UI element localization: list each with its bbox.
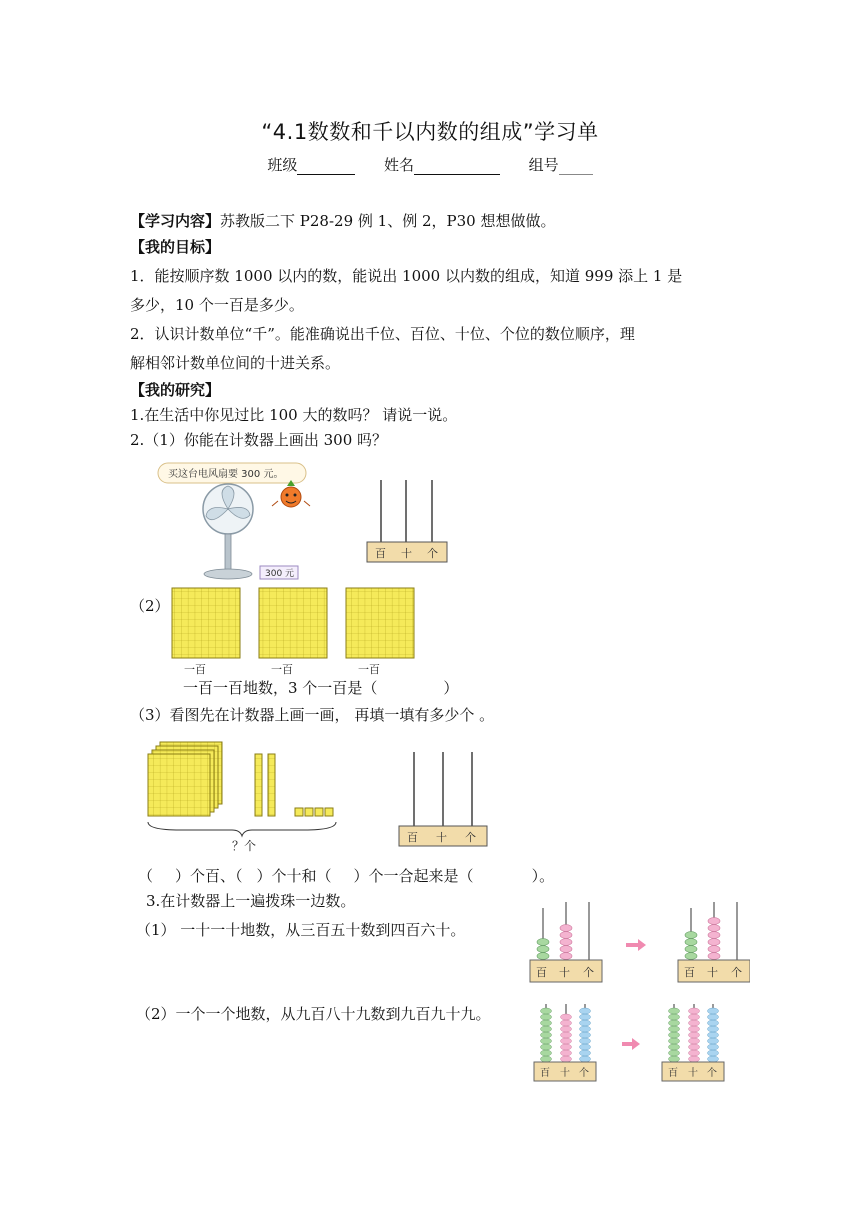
page-title: “4.1数数和千以内数的组成”学习单 — [261, 120, 599, 144]
fan-pole — [225, 534, 231, 570]
question-2-3: （3）看图先在计数器上画一画， 再填一填有多少个 。 — [130, 706, 495, 724]
abacus2-label-hundreds: 百 — [407, 831, 418, 844]
q32-a-label-2: 十 — [560, 1068, 570, 1079]
abacus-350 — [530, 902, 602, 982]
hundred-flat-3 — [346, 588, 414, 658]
content-line — [130, 211, 555, 231]
q3-2-abaci — [530, 1000, 730, 1088]
question-3-2: （2）一个一个地数，从九百八十九数到九百九十九。 — [136, 1005, 491, 1023]
abacus-empty-2[interactable] — [396, 750, 492, 850]
name-blank[interactable] — [414, 159, 500, 175]
mascot — [281, 487, 301, 507]
q31-a-label-3: 个 — [583, 966, 594, 979]
q31-a-label-1: 百 — [536, 966, 547, 979]
content-label: 【学习内容】 — [130, 212, 221, 230]
fill-ones: ）个一合起来是（ — [353, 867, 474, 885]
abacus-label-ones: 个 — [427, 547, 438, 560]
q31-b-label-2: 十 — [707, 966, 718, 979]
fill-close: ）。 — [531, 867, 555, 885]
ten-rods — [255, 754, 275, 816]
goals-label: 【我的目标】 — [130, 238, 221, 256]
question-3-1: （1） 一十一十地数，从三百五十数到四百六十。 — [136, 921, 466, 939]
fill-open: （ — [138, 867, 154, 885]
hundred-flat-1 — [172, 588, 240, 658]
header-fields — [0, 154, 860, 175]
abacus2-label-tens: 十 — [436, 831, 447, 844]
group-blank[interactable] — [559, 159, 593, 175]
abacus-label-hundreds: 百 — [375, 547, 386, 560]
hundred-label-1: 一百 — [184, 663, 206, 676]
q31-b-label-1: 百 — [684, 966, 695, 979]
hundred-label-3: 一百 — [358, 663, 380, 676]
name-label: 姓名 — [383, 156, 414, 174]
abacus2-label-ones: 个 — [465, 831, 476, 844]
q2-2-prompt: 一百一百地数，3 个一百是（ — [183, 679, 378, 697]
q31-b-label-3: 个 — [731, 966, 742, 979]
price-tag-text: 300 元 — [265, 569, 295, 579]
question-2-1: 2.（1）你能在计数器上画出 300 吗？ — [130, 431, 388, 449]
q2-2-close: ） — [443, 679, 459, 697]
content-text: 苏教版二下 P28-29 例 1、例 2，P30 想想做做。 — [220, 212, 556, 230]
abacus-999 — [662, 1004, 724, 1081]
q32-b-label-1: 百 — [668, 1068, 678, 1079]
class-label: 班级 — [267, 156, 298, 174]
goal-1-line-1: 1．能按顺序数 1000 以内的数，能说出 1000 以内数的组成，知道 999 添上 1 是 — [130, 267, 683, 285]
stacked-hundreds — [148, 742, 222, 816]
q32-a-label-3: 个 — [579, 1068, 589, 1079]
question-1: 1.在生活中你见过比 100 大的数吗？ 请说一说。 — [130, 406, 458, 424]
fan-base — [204, 569, 252, 579]
question-3: 3.在计数器上一遍拨珠一边数。 — [146, 892, 356, 910]
goal-2-line-2: 解相邻计数单位间的十进关系。 — [130, 354, 341, 372]
brace-label: ？个 — [232, 839, 257, 853]
fan-illustration — [150, 460, 320, 584]
class-blank[interactable] — [297, 159, 355, 175]
arrow-head-icon — [632, 1038, 640, 1050]
abacus-460 — [678, 902, 750, 982]
hundred-label-2: 一百 — [271, 663, 293, 676]
q32-b-label-2: 十 — [688, 1068, 698, 1079]
question-2-2-text — [183, 678, 458, 698]
base-ten-blocks — [140, 738, 345, 858]
hundred-blocks — [168, 585, 428, 677]
abacus-label-tens: 十 — [401, 547, 412, 560]
goal-2-line-1: 2．认识计数单位“千”。能准确说出千位、百位、十位、个位的数位顺序，理 — [130, 325, 635, 343]
q32-a-label-1: 百 — [540, 1068, 550, 1079]
research-label: 【我的研究】 — [130, 381, 221, 399]
q32-b-label-3: 个 — [707, 1068, 717, 1079]
arrow-head-icon — [638, 939, 646, 951]
goal-1-line-2: 多少，10 个一百是多少。 — [130, 296, 304, 314]
abacus-empty-1[interactable] — [365, 478, 455, 568]
fill-sentence — [138, 866, 554, 886]
hundred-flat-2 — [259, 588, 327, 658]
unit-cubes — [295, 808, 333, 816]
q31-a-label-2: 十 — [559, 966, 570, 979]
fill-hundreds: ）个百、（ — [175, 867, 243, 885]
group-label: 组号 — [528, 156, 559, 174]
question-2-2-label: （2） — [130, 597, 170, 615]
q3-1-abaci — [528, 900, 750, 990]
abacus-989 — [534, 1004, 596, 1081]
fill-tens: ）个十和（ — [256, 867, 332, 885]
fan-speech-text: 买这台电风扇要 300 元。 — [168, 469, 284, 480]
brace — [148, 822, 336, 836]
